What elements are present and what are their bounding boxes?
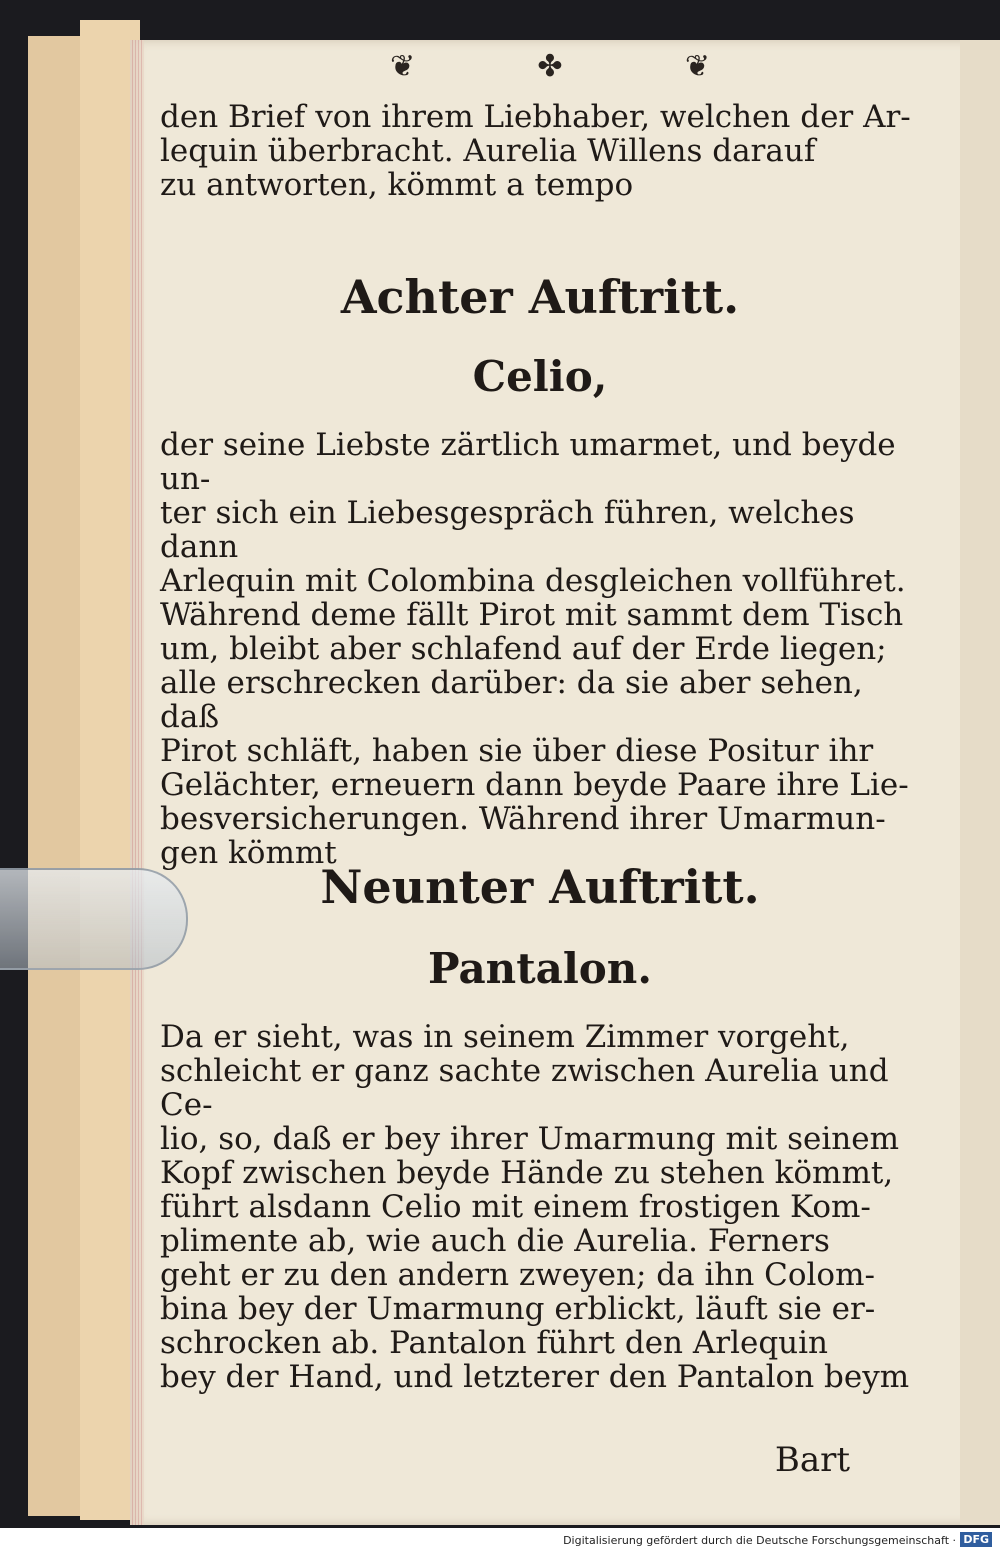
text-line: bey der Hand, und letzterer den Pantalon beym — [160, 1359, 910, 1395]
text-line: gen kömmt — [160, 835, 337, 871]
text-line: Gelächter, erneuern dann beyde Paare ihre Lie- — [160, 767, 909, 803]
text-line: führt alsdann Celio mit einem frostigen Kom- — [160, 1189, 871, 1225]
text-line: Da er sieht, was in seinem Zimmer vorgeht, — [160, 1019, 850, 1055]
text-line: Kopf zwischen beyde Hände zu stehen kömmt, — [160, 1155, 894, 1191]
page-edge — [130, 40, 144, 1525]
page-clip-icon — [0, 868, 188, 970]
text-line: um, bleibt aber schlafend auf der Erde liegen; — [160, 631, 887, 667]
text-line: Arlequin mit Colombina desgleichen vollführet. — [160, 563, 906, 599]
text-line: geht er zu den andern zweyen; da ihn Colom- — [160, 1257, 875, 1293]
text-line: ter sich ein Liebesgespräch führen, welches dann — [160, 495, 855, 565]
text-line: den Brief von ihrem Liebhaber, welchen der Ar- — [160, 99, 911, 135]
scene-heading-achter: Achter Auftritt. — [340, 270, 740, 324]
text-line: Pirot schläft, haben sie über diese Positur ihr — [160, 733, 874, 769]
paragraph-top — [160, 100, 920, 202]
character-name-pantalon: Pantalon. — [428, 944, 652, 993]
ornament-icon: ❦ ✤ ❦ — [390, 48, 710, 84]
text-line: lio, so, daß er bey ihrer Umarmung mit seinem — [160, 1121, 900, 1157]
catchword: Bart — [774, 1440, 850, 1480]
character-name-celio: Celio, — [472, 352, 608, 401]
text-line: bina bey der Umarmung erblickt, läuft sie er- — [160, 1291, 876, 1327]
text-line: schleicht er ganz sachte zwischen Aurelia und Ce- — [160, 1053, 889, 1123]
text-line: Während deme fällt Pirot mit sammt dem Tisch — [160, 597, 904, 633]
paragraph-bottom — [160, 1020, 920, 1394]
text-line: der seine Liebste zärtlich umarmet, und beyde un- — [160, 427, 896, 497]
scene-heading-neunter: Neunter Auftritt. — [320, 860, 760, 914]
text-line: plimente ab, wie auch die Aurelia. Ferners — [160, 1223, 830, 1259]
text-line: schrocken ab. Pantalon führt den Arlequin — [160, 1325, 829, 1361]
text-line: besversicherungen. Während ihrer Umarmun- — [160, 801, 886, 837]
paragraph-mid — [160, 428, 920, 870]
next-page-edge — [960, 40, 1000, 1525]
footer-credit: Digitalisierung gefördert durch die Deutsche Forschungsgemeinschaft · — [563, 1534, 956, 1547]
text-line: alle erschrecken darüber: da sie aber sehen, daß — [160, 665, 863, 735]
dfg-logo-icon: DFG — [960, 1532, 992, 1547]
text-line: zu antworten, kömmt a tempo — [160, 167, 634, 203]
text-line: lequin überbracht. Aurelia Willens darauf — [160, 133, 816, 169]
